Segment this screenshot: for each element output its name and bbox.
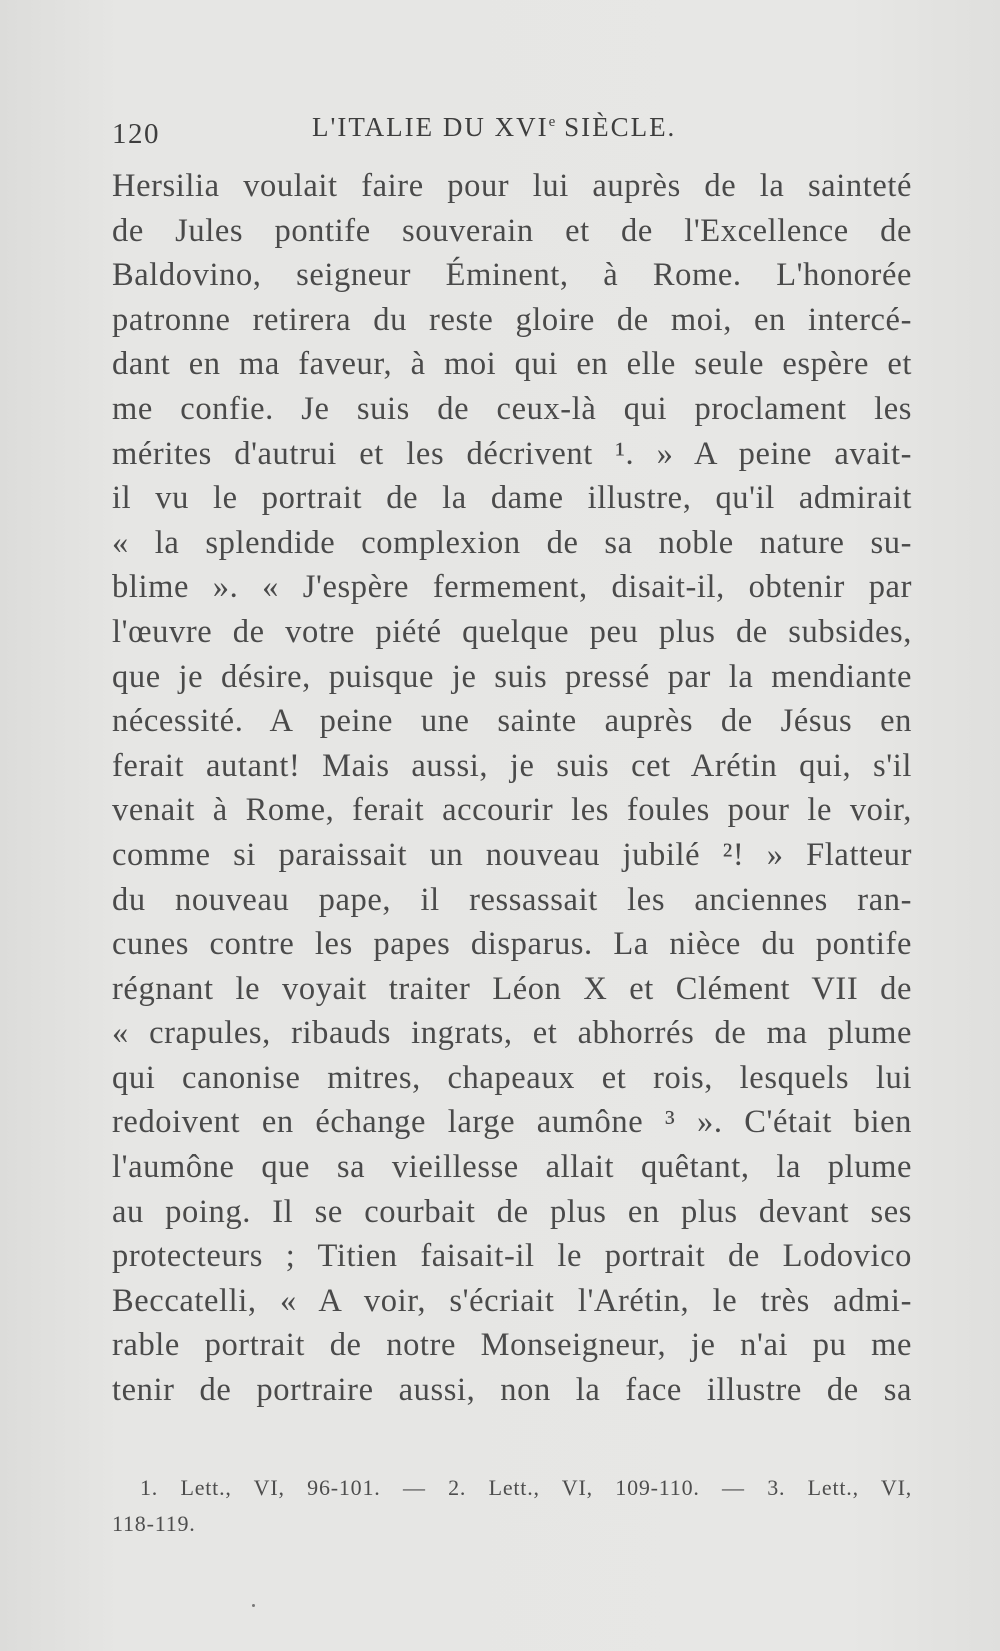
text-line: tenir de portraire aussi, non la face illustre de sa xyxy=(112,1372,912,1409)
running-title-superscript: e xyxy=(548,114,556,130)
text-line: nécessité. A peine une sainte auprès de Jésus en xyxy=(112,703,912,740)
text-line: que je désire, puisque je suis pressé par la mendiante xyxy=(112,658,912,695)
text-line: blime ». « J'espère fermement, disait-il, obtenir par xyxy=(112,569,912,606)
text-line: l'aumône que sa vieillesse allait quêtant, la plume xyxy=(112,1149,912,1186)
text-line: cunes contre les papes disparus. La nièce du pontife xyxy=(112,926,912,963)
paper-speck xyxy=(252,1604,255,1607)
text-line: rable portrait de notre Monseigneur, je n'ai pu me xyxy=(112,1327,912,1364)
text-line: Hersilia voulait faire pour lui auprès de la sainteté xyxy=(112,168,912,204)
footnotes xyxy=(112,1470,912,1542)
running-head xyxy=(112,112,912,152)
text-line: du nouveau pape, il ressassait les anciennes ran- xyxy=(112,881,912,918)
page-number: 120 xyxy=(112,118,160,150)
text-line: de Jules pontife souverain et de l'Excellence de xyxy=(112,212,912,249)
text-line: me confie. Je suis de ceux-là qui proclament les xyxy=(112,390,912,427)
text-line: mérites d'autrui et les décrivent ¹. » A peine avait- xyxy=(112,435,912,472)
text-line: dant en ma faveur, à moi qui en elle seule espère et xyxy=(112,346,912,383)
text-line: venait à Rome, ferait accourir les foules pour le voir, xyxy=(112,792,912,829)
text-line: Baldovino, seigneur Éminent, à Rome. L'honorée xyxy=(112,257,912,294)
text-line: comme si paraissait un nouveau jubilé ²! » Flatteur xyxy=(112,836,912,873)
text-line: redoivent en échange large aumône ³ ». C'était bien xyxy=(112,1104,912,1141)
footnote-line: 118-119. xyxy=(112,1511,196,1536)
text-line: au poing. Il se courbait de plus en plus devant ses xyxy=(112,1193,912,1230)
footnote-line: 1. Lett., VI, 96-101. — 2. Lett., VI, 109-110. — 3. Lett., VI, xyxy=(140,1475,912,1500)
text-line: qui canonise mitres, chapeaux et rois, lesquels lui xyxy=(112,1059,912,1096)
text-line: « la splendide complexion de sa noble nature su- xyxy=(112,524,912,561)
running-title xyxy=(312,112,676,143)
running-title-suffix: SIÈCLE. xyxy=(555,112,677,142)
running-title-main: L'ITALIE DU XVI xyxy=(312,112,549,142)
text-line: régnant le voyait traiter Léon X et Clément VII de xyxy=(112,970,912,1007)
text-line: « crapules, ribauds ingrats, et abhorrés de ma plume xyxy=(112,1015,912,1052)
text-line: il vu le portrait de la dame illustre, qu'il admirait xyxy=(112,480,912,517)
body-text xyxy=(112,164,912,1413)
text-line: l'œuvre de votre piété quelque peu plus de subsides, xyxy=(112,613,912,650)
text-line: ferait autant! Mais aussi, je suis cet Arétin qui, s'il xyxy=(112,747,912,784)
text-line: protecteurs ; Titien faisait-il le portrait de Lodovico xyxy=(112,1238,912,1275)
text-line: Beccatelli, « A voir, s'écriait l'Arétin, le très admi- xyxy=(112,1282,912,1319)
text-line: patronne retirera du reste gloire de moi, en intercé- xyxy=(112,301,912,338)
